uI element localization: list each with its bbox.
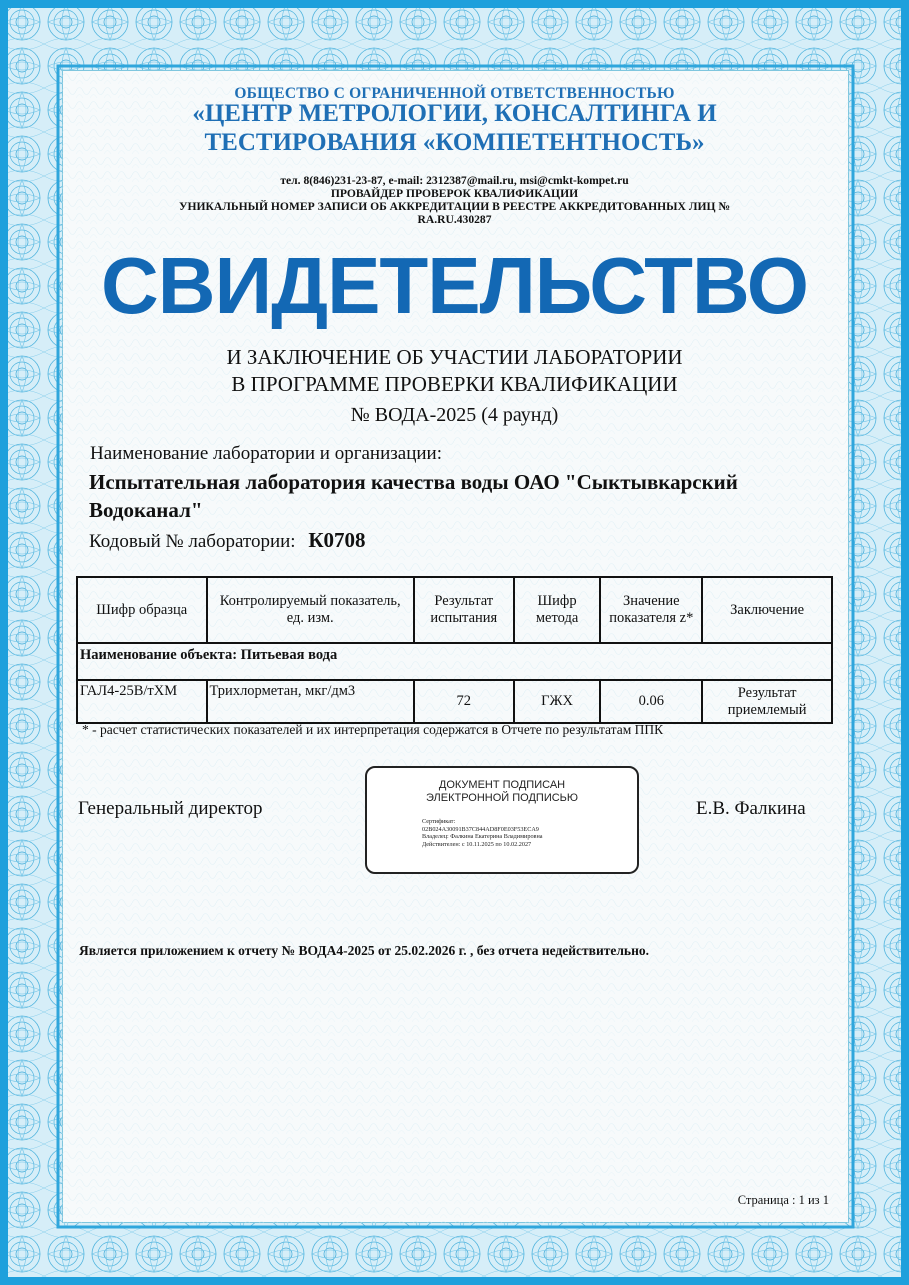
org-type: ОБЩЕСТВО С ОГРАНИЧЕННОЙ ОТВЕТСТВЕННОСТЬЮ xyxy=(234,85,675,102)
appendix-note: Является приложением к отчету № ВОДА4-2025 от 25.02.2026 г. , без отчета недействительно. xyxy=(79,943,649,958)
cert-owner: Владелец: Фалкина Екатерина Владимировна xyxy=(422,833,543,840)
stamp-line1: ДОКУМЕНТ ПОДПИСАН xyxy=(438,779,566,791)
cell-z: 0.06 xyxy=(600,680,702,723)
object-row xyxy=(77,643,832,680)
org-name-line2: ТЕСТИРОВАНИЯ «КОМПЕТЕНТНОСТЬ» xyxy=(204,129,705,156)
org-name-line1: «ЦЕНТР МЕТРОЛОГИИ, КОНСАЛТИНГА И xyxy=(192,100,717,127)
cell-indicator: Трихлорметан, мкг/дм3 xyxy=(207,680,414,723)
provider-line: ПРОВАЙДЕР ПРОВЕРОК КВАЛИФИКАЦИИ xyxy=(330,187,579,200)
table-footnote: * - расчет статистических показателей и их интерпретация содержатся в Отчете по результатам ППК xyxy=(82,722,664,737)
lab-code-row xyxy=(89,528,366,553)
header-indicator: Контролируемый показатель, ед. изм. xyxy=(207,577,414,643)
accreditation-number: RA.RU.430287 xyxy=(417,213,492,226)
signatory-position: Генеральный директор xyxy=(78,798,263,819)
table-row xyxy=(77,680,832,723)
certificate-subtitle xyxy=(0,344,909,398)
lab-label: Наименование лаборатории и организации: xyxy=(90,443,442,464)
lab-code-label: Кодовый № лаборатории: xyxy=(89,531,296,552)
round-number: № ВОДА-2025 (4 раунд) xyxy=(350,404,559,426)
stamp-heading xyxy=(367,779,637,805)
stamp-line2: ЭЛЕКТРОННОЙ ПОДПИСЬЮ xyxy=(425,792,579,804)
cell-sample: ГАЛ4-25В/тХМ xyxy=(77,680,207,723)
org-contacts xyxy=(100,174,809,226)
stamp-certificate-info xyxy=(422,818,543,848)
contact-line: тел. 8(846)231-23-87, e-mail: 2312387@mail.ru, msi@cmkt-kompet.ru xyxy=(280,174,629,187)
lab-name: Испытательная лаборатория качества воды ОАО "Сыктывкарский Водоканал" xyxy=(89,470,738,522)
electronic-signature-stamp xyxy=(365,766,639,874)
table-header-row xyxy=(77,577,832,643)
cert-number: 02B024A30091B37C844AD8F0E03F53ECA9 xyxy=(422,825,539,833)
org-name xyxy=(0,99,909,157)
object-name: Наименование объекта: Питьевая вода xyxy=(77,643,832,680)
accreditation-line: УНИКАЛЬНЫЙ НОМЕР ЗАПИСИ ОБ АККРЕДИТАЦИИ В РЕЕСТРЕ АККРЕДИТОВАННЫХ ЛИЦ № xyxy=(178,200,731,213)
header-method: Шифр метода xyxy=(514,577,601,643)
lab-code: К0708 xyxy=(308,528,366,552)
signatory-name: Е.В. Фалкина xyxy=(696,798,806,819)
certificate-title: СВИДЕТЕЛЬСТВО xyxy=(101,241,808,330)
page-number: Страница : 1 из 1 xyxy=(737,1193,829,1207)
cert-valid: Действителен: с 10.11.2025 по 10.02.2027 xyxy=(422,840,532,848)
cell-method: ГЖХ xyxy=(514,680,601,723)
header-result: Результат испытания xyxy=(414,577,514,643)
subtitle-line1: И ЗАКЛЮЧЕНИЕ ОБ УЧАСТИИ ЛАБОРАТОРИИ xyxy=(226,345,683,369)
subtitle-line2: В ПРОГРАММЕ ПРОВЕРКИ КВАЛИФИКАЦИИ xyxy=(231,372,678,396)
cell-result: 72 xyxy=(414,680,514,723)
cert-label: Сертификат: xyxy=(422,818,456,825)
header-z: Значение показателя z* xyxy=(600,577,702,643)
header-sample: Шифр образца xyxy=(77,577,207,643)
cell-conclusion: Результат приемлемый xyxy=(702,680,832,723)
header-conclusion: Заключение xyxy=(702,577,832,643)
results-table xyxy=(76,576,833,724)
